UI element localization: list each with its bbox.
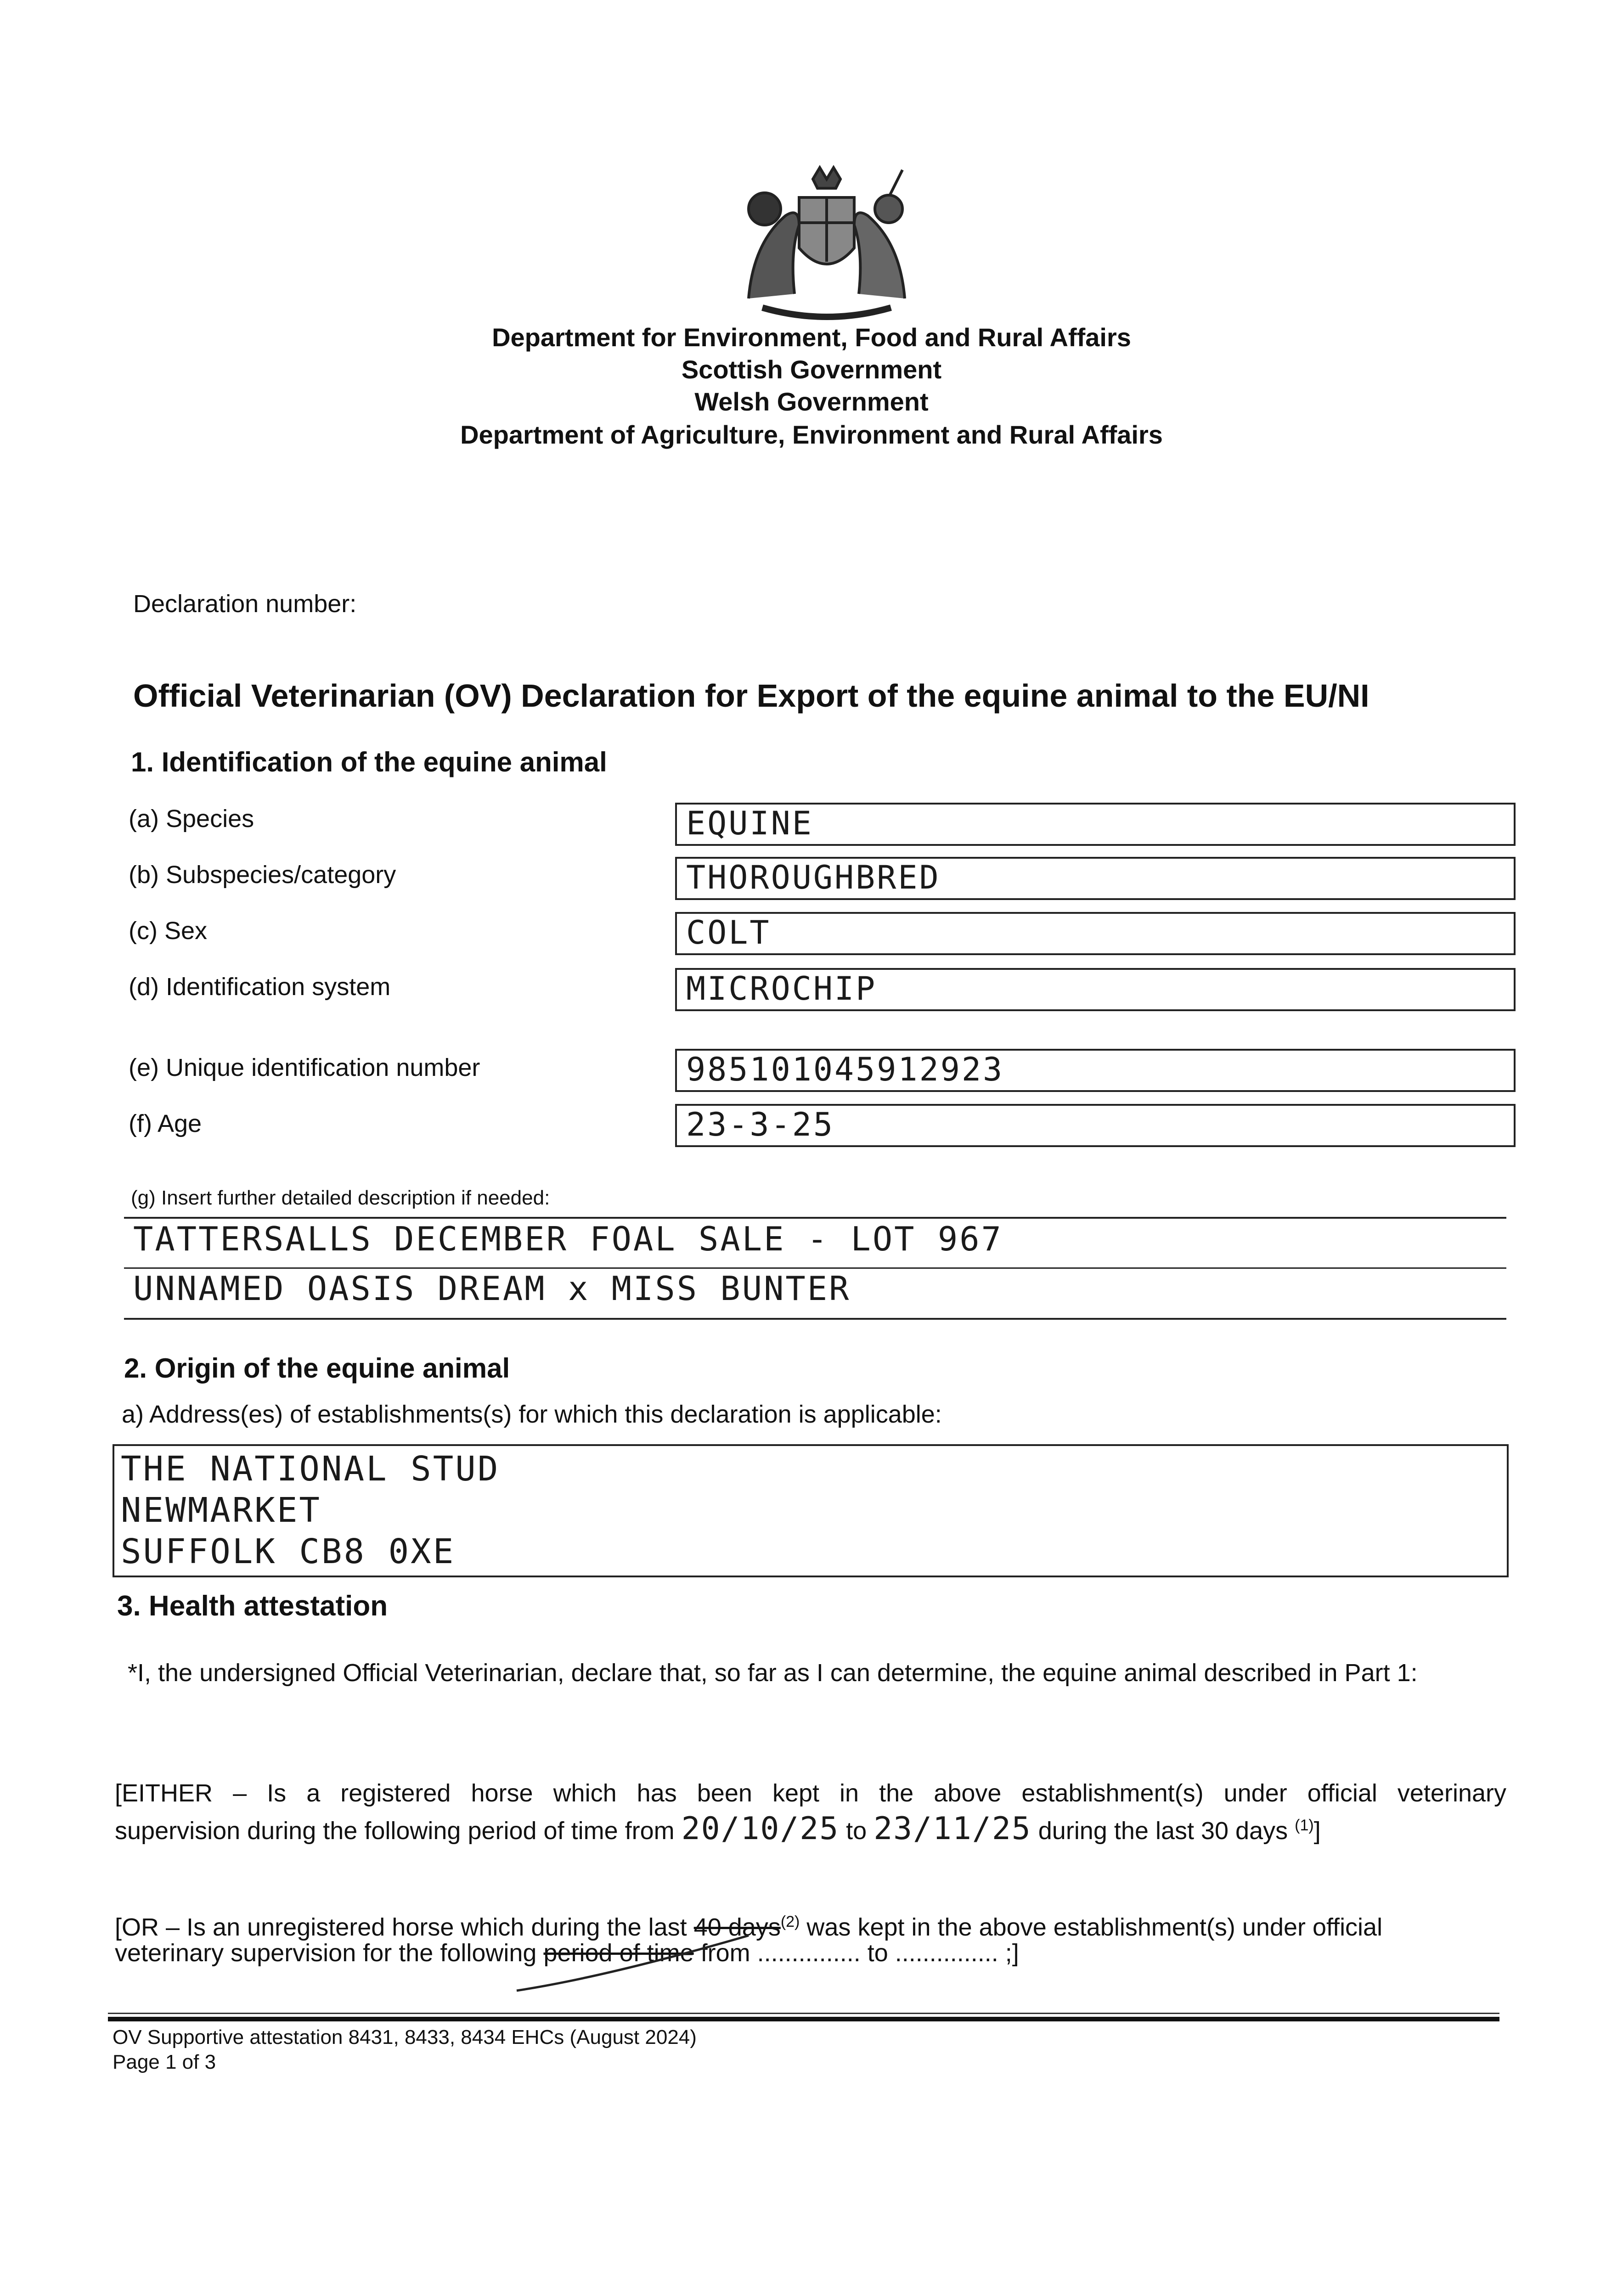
footer-rule-thick [108, 2017, 1499, 2021]
further-description-line1: TATTERSALLS DECEMBER FOAL SALE - LOT 967 [133, 1220, 1003, 1258]
uid-field[interactable] [675, 1049, 1516, 1092]
either-footnote: (1) [1295, 1817, 1314, 1834]
species-label: (a) Species [129, 805, 254, 833]
dept-welsh-gov: Welsh Government [694, 387, 929, 416]
dept-daera: Department of Agriculture, Environment and Rural Affairs [460, 420, 1163, 449]
either-to-word: to [846, 1817, 867, 1845]
id-system-label: (d) Identification system [129, 973, 391, 1001]
or-line2-start: veterinary supervision for the following [115, 1939, 537, 1967]
declaration-number-label: Declaration number: [133, 590, 357, 618]
section1-heading: 1. Identification of the equine animal [131, 747, 607, 777]
sex-label: (c) Sex [129, 917, 208, 945]
dept-scottish-gov: Scottish Government [681, 355, 942, 384]
or-days: 40 days [693, 1913, 781, 1941]
royal-coat-of-arms-icon [721, 161, 932, 326]
address-field[interactable] [113, 1444, 1509, 1577]
section3-heading: 3. Health attestation [117, 1590, 388, 1622]
either-close: ] [1313, 1817, 1321, 1845]
or-line1-end: was kept in the above establishment(s) under official [806, 1913, 1383, 1941]
sex-value: COLT [686, 914, 771, 951]
either-line2 [115, 1809, 1321, 1847]
uid-value: 985101045912923 [686, 1051, 1004, 1088]
subspecies-value: THOROUGHBRED [686, 859, 941, 896]
subspecies-field[interactable] [675, 857, 1516, 900]
dept-defra: Department for Environment, Food and Rural Affairs [492, 323, 1131, 352]
address-line2: NEWMARKET [121, 1491, 321, 1530]
footer-form-ref: OV Supportive attestation 8431, 8433, 8434 EHCs (August 2024) [113, 2026, 697, 2048]
species-field[interactable] [675, 803, 1516, 846]
id-system-field[interactable] [675, 968, 1516, 1011]
age-label: (f) Age [129, 1110, 202, 1137]
or-line1-start: [OR – Is an unregistered horse which during the last [115, 1913, 687, 1941]
footer-rule-thin [108, 2013, 1499, 2014]
either-from-date: 20/10/25 [681, 1811, 840, 1847]
age-value: 23-3-25 [686, 1106, 835, 1143]
either-to-date: 23/11/25 [873, 1811, 1031, 1847]
or-footnote: (2) [780, 1913, 800, 1930]
divider [124, 1318, 1506, 1320]
section2-heading: 2. Origin of the equine animal [124, 1353, 510, 1384]
or-line2-end: from ............... to ............... ;] [700, 1939, 1019, 1967]
uid-label: (e) Unique identification number [129, 1054, 480, 1081]
address-line3: SUFFOLK CB8 0XE [121, 1532, 456, 1571]
subspecies-label: (b) Subspecies/category [129, 861, 396, 889]
either-line2-end: during the last 30 days [1038, 1817, 1288, 1845]
or-period: period of time [543, 1939, 694, 1967]
address-line1: THE NATIONAL STUD [121, 1449, 500, 1489]
page-number: Page 1 of 3 [113, 2051, 216, 2073]
either-line1: [EITHER – Is a registered horse which has been kept in the above establishment(s) under official veterinary [115, 1779, 1506, 1807]
age-field[interactable] [675, 1104, 1516, 1147]
address-label: a) Address(es) of establishments(s) for which this declaration is applicable: [122, 1401, 942, 1428]
species-value: EQUINE [686, 805, 813, 842]
strike-through-stroke-icon [514, 1926, 753, 1995]
page-title: Official Veterinarian (OV) Declaration for Export of the equine animal to the EU/NI [133, 678, 1369, 714]
health-intro: *I, the undersigned Official Veterinarian, declare that, so far as I can determine, the equine animal described in Part 1: [128, 1659, 1418, 1687]
id-system-value: MICROCHIP [686, 970, 877, 1007]
either-line2-start: supervision during the following period of time from [115, 1817, 675, 1845]
further-description-label: (g) Insert further detailed description if needed: [131, 1187, 550, 1209]
sex-field[interactable] [675, 912, 1516, 955]
further-description-line2: UNNAMED OASIS DREAM x MISS BUNTER [133, 1269, 851, 1308]
